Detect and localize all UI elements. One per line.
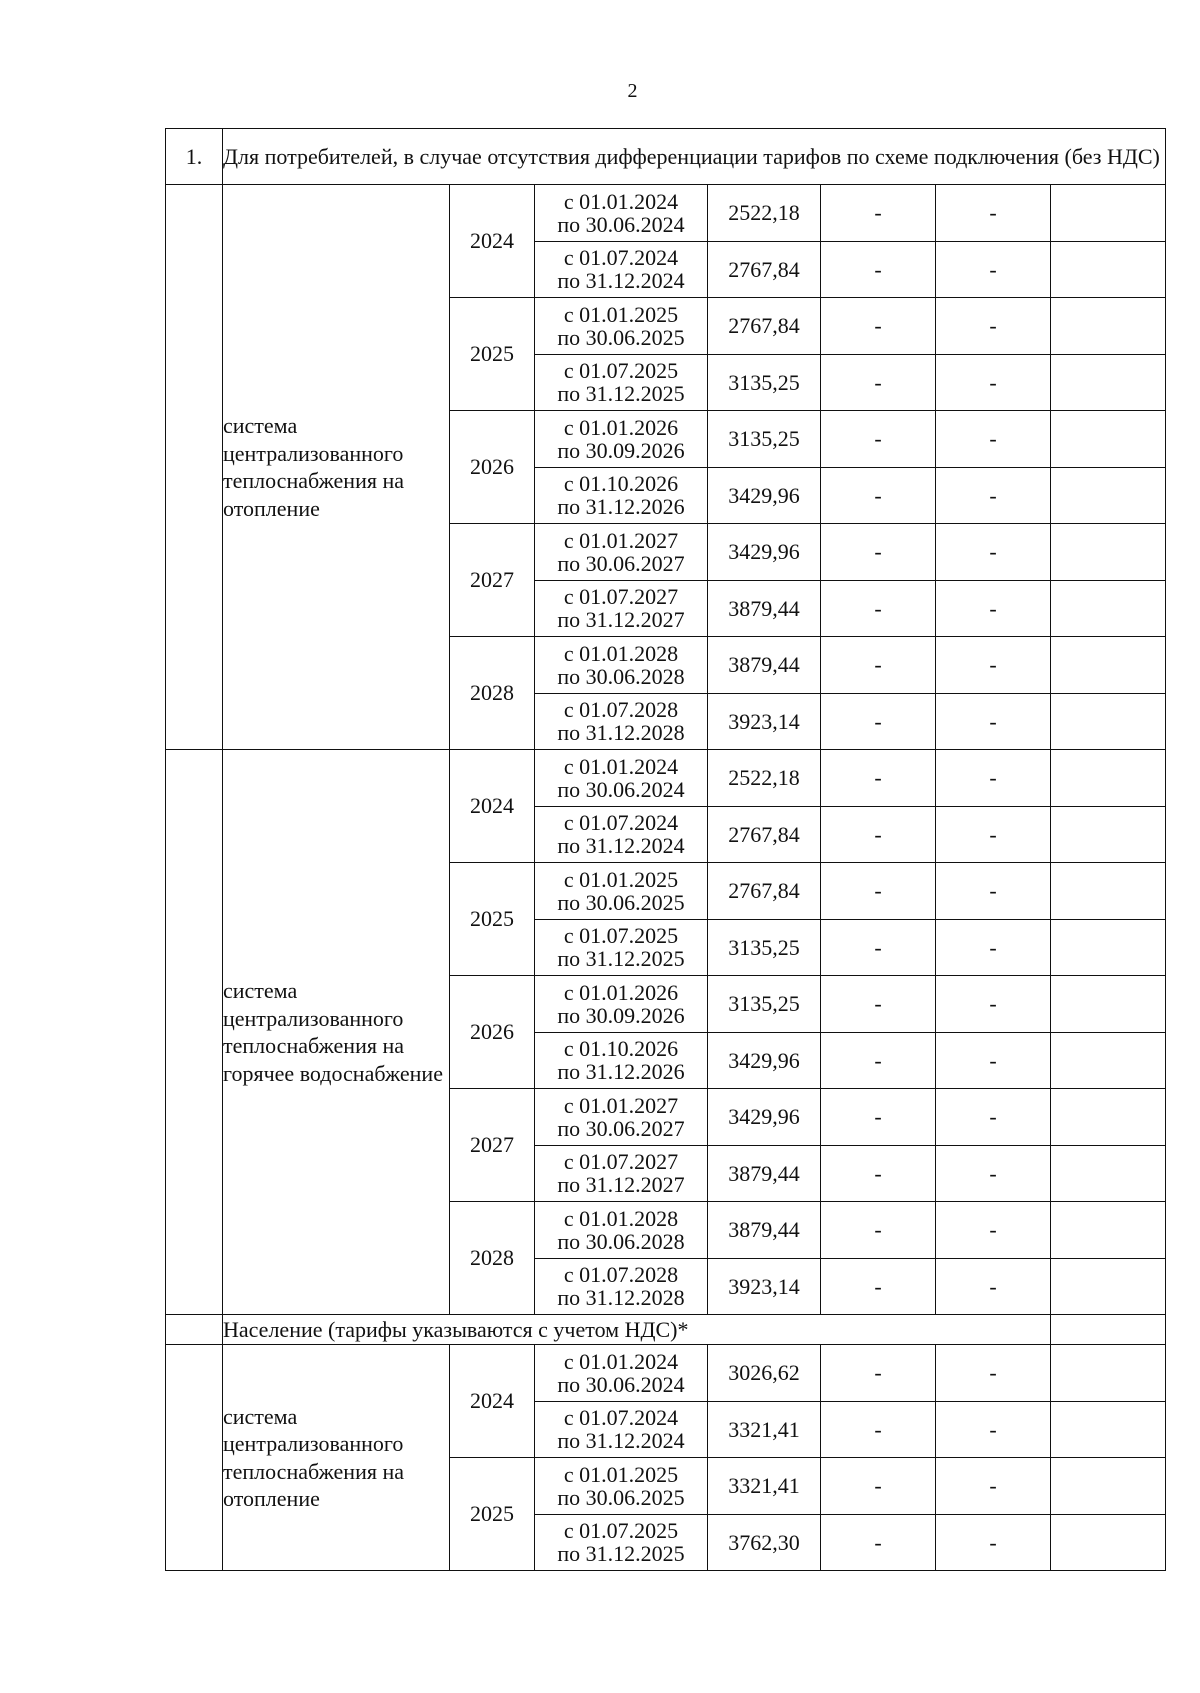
period-from: с 01.01.2027 (563, 527, 679, 553)
dash-cell: - (821, 1145, 936, 1202)
dash-cell: - (821, 467, 936, 524)
dash-cell: - (936, 524, 1051, 581)
period-cell (535, 411, 708, 468)
year-cell: 2025 (450, 1458, 535, 1571)
period-from: с 01.01.2025 (563, 866, 679, 892)
dash-cell: - (821, 524, 936, 581)
period-from: с 01.07.2028 (563, 697, 679, 723)
empty-cell (1051, 1458, 1166, 1515)
dash-cell: - (821, 750, 936, 807)
period-from: с 01.07.2024 (563, 245, 679, 271)
period-from: с 01.01.2028 (563, 1205, 679, 1231)
period-to: по 30.06.2024 (557, 1371, 685, 1397)
row-number-cell (166, 750, 223, 1315)
period-cell (535, 1458, 708, 1515)
period-to: по 30.06.2024 (557, 211, 685, 237)
period-cell (535, 806, 708, 863)
period-from: с 01.07.2025 (563, 923, 679, 949)
empty-cell (1051, 524, 1166, 581)
dash-cell: - (821, 637, 936, 694)
year-cell: 2027 (450, 1089, 535, 1202)
period-from: с 01.07.2025 (563, 1518, 679, 1544)
period-from: с 01.07.2024 (563, 810, 679, 836)
population-header-row (166, 1315, 1166, 1345)
period-from: с 01.01.2026 (563, 414, 679, 440)
dash-cell: - (821, 1202, 936, 1259)
empty-cell (1051, 806, 1166, 863)
period-from: с 01.10.2026 (563, 1036, 679, 1062)
year-cell: 2025 (450, 298, 535, 411)
dash-cell: - (936, 806, 1051, 863)
tariff-value: 3321,41 (708, 1401, 821, 1458)
tariff-value: 3429,96 (708, 467, 821, 524)
dash-cell: - (936, 863, 1051, 920)
period-cell (535, 580, 708, 637)
period-from: с 01.07.2027 (563, 584, 679, 610)
dash-cell: - (936, 411, 1051, 468)
period-to: по 30.06.2027 (557, 1115, 685, 1141)
empty-cell (1051, 298, 1166, 355)
dash-cell: - (821, 1089, 936, 1146)
dash-cell: - (821, 185, 936, 242)
period-to: по 30.06.2027 (557, 550, 685, 576)
table-row (166, 1345, 1166, 1402)
row-number-cell (166, 1315, 223, 1345)
dash-cell: - (821, 1032, 936, 1089)
dash-cell: - (936, 185, 1051, 242)
period-cell (535, 976, 708, 1033)
empty-cell (1051, 354, 1166, 411)
dash-cell: - (821, 863, 936, 920)
empty-cell (1051, 919, 1166, 976)
period-to: по 31.12.2025 (557, 381, 685, 407)
period-cell (535, 750, 708, 807)
dash-cell: - (936, 1401, 1051, 1458)
tariff-value: 3762,30 (708, 1514, 821, 1571)
period-cell (535, 298, 708, 355)
dash-cell: - (821, 1401, 936, 1458)
year-cell: 2027 (450, 524, 535, 637)
dash-cell: - (936, 467, 1051, 524)
period-cell (535, 1345, 708, 1402)
system-name: система централизованного теплоснабжения на горячее водоснабжение (223, 750, 450, 1315)
dash-cell: - (936, 637, 1051, 694)
dash-cell: - (936, 1202, 1051, 1259)
dash-cell: - (936, 1145, 1051, 1202)
dash-cell: - (821, 298, 936, 355)
page-number: 2 (627, 80, 638, 102)
period-from: с 01.01.2025 (563, 301, 679, 327)
tariff-value: 3026,62 (708, 1345, 821, 1402)
period-from: с 01.01.2024 (563, 188, 679, 214)
period-cell (535, 919, 708, 976)
tariff-value: 3879,44 (708, 637, 821, 694)
empty-cell (1051, 1345, 1166, 1402)
tariff-value: 3135,25 (708, 354, 821, 411)
tariff-value: 2522,18 (708, 185, 821, 242)
period-to: по 31.12.2024 (557, 268, 685, 294)
tariff-value: 3923,14 (708, 1258, 821, 1315)
period-cell (535, 1401, 708, 1458)
period-to: по 31.12.2026 (557, 494, 685, 520)
dash-cell: - (936, 1258, 1051, 1315)
tariff-value: 3429,96 (708, 1032, 821, 1089)
period-to: по 30.06.2028 (557, 663, 685, 689)
empty-cell (1051, 1514, 1166, 1571)
dash-cell: - (821, 976, 936, 1033)
period-cell (535, 1258, 708, 1315)
dash-cell: - (821, 693, 936, 750)
tariff-value: 2767,84 (708, 863, 821, 920)
period-from: с 01.10.2026 (563, 471, 679, 497)
tariff-value: 3135,25 (708, 411, 821, 468)
period-cell (535, 241, 708, 298)
dash-cell: - (936, 298, 1051, 355)
period-from: с 01.01.2028 (563, 640, 679, 666)
empty-cell (1051, 1089, 1166, 1146)
period-cell (535, 693, 708, 750)
period-cell (535, 1514, 708, 1571)
period-to: по 31.12.2025 (557, 1541, 685, 1567)
dash-cell: - (936, 580, 1051, 637)
dash-cell: - (936, 976, 1051, 1033)
dash-cell: - (821, 241, 936, 298)
empty-cell (1051, 1202, 1166, 1259)
empty-cell (1051, 863, 1166, 920)
period-cell (535, 467, 708, 524)
empty-cell (1051, 976, 1166, 1033)
dash-cell: - (936, 693, 1051, 750)
tariff-value: 2767,84 (708, 806, 821, 863)
tariff-value: 3879,44 (708, 580, 821, 637)
section-number: 1. (166, 129, 223, 185)
period-to: по 30.06.2025 (557, 1484, 685, 1510)
dash-cell: - (821, 1514, 936, 1571)
empty-cell (1051, 1145, 1166, 1202)
empty-cell (1051, 1401, 1166, 1458)
section-title: Для потребителей, в случае отсутствия дифференциации тарифов по схеме подключения (без НДС) (223, 129, 1166, 185)
empty-cell (1051, 1032, 1166, 1089)
period-from: с 01.01.2024 (563, 753, 679, 779)
period-from: с 01.07.2025 (563, 358, 679, 384)
period-to: по 30.09.2026 (557, 1002, 685, 1028)
dash-cell: - (821, 354, 936, 411)
dash-cell: - (821, 806, 936, 863)
tariff-value: 3135,25 (708, 976, 821, 1033)
year-cell: 2024 (450, 750, 535, 863)
dash-cell: - (821, 411, 936, 468)
period-cell (535, 1032, 708, 1089)
empty-cell (1051, 580, 1166, 637)
year-cell: 2026 (450, 976, 535, 1089)
tariff-value: 2767,84 (708, 241, 821, 298)
period-from: с 01.07.2027 (563, 1149, 679, 1175)
dash-cell: - (936, 1032, 1051, 1089)
period-to: по 30.06.2025 (557, 889, 685, 915)
system-name: система централизованного теплоснабжения на отопление (223, 185, 450, 750)
period-from: с 01.07.2024 (563, 1405, 679, 1431)
year-cell: 2024 (450, 1345, 535, 1458)
period-from: с 01.01.2025 (563, 1461, 679, 1487)
dash-cell: - (936, 1089, 1051, 1146)
empty-cell (1051, 750, 1166, 807)
dash-cell: - (821, 919, 936, 976)
period-cell (535, 185, 708, 242)
year-cell: 2025 (450, 863, 535, 976)
empty-cell (1051, 1258, 1166, 1315)
period-to: по 31.12.2026 (557, 1059, 685, 1085)
period-cell (535, 1145, 708, 1202)
dash-cell: - (821, 1458, 936, 1515)
period-to: по 31.12.2028 (557, 1285, 685, 1311)
period-to: по 30.06.2024 (557, 776, 685, 802)
tariff-table (165, 128, 1166, 1571)
dash-cell: - (821, 1345, 936, 1402)
period-to: по 31.12.2024 (557, 833, 685, 859)
dash-cell: - (936, 919, 1051, 976)
dash-cell: - (821, 580, 936, 637)
tariff-value: 3429,96 (708, 1089, 821, 1146)
period-to: по 31.12.2027 (557, 607, 685, 633)
table-row (166, 750, 1166, 807)
tariff-value: 3321,41 (708, 1458, 821, 1515)
dash-cell: - (936, 750, 1051, 807)
empty-cell (1051, 241, 1166, 298)
period-to: по 31.12.2025 (557, 946, 685, 972)
period-to: по 30.06.2025 (557, 324, 685, 350)
row-number-cell (166, 1345, 223, 1571)
period-to: по 30.06.2028 (557, 1228, 685, 1254)
dash-cell: - (936, 241, 1051, 298)
tariff-value: 3429,96 (708, 524, 821, 581)
period-from: с 01.01.2027 (563, 1092, 679, 1118)
dash-cell: - (936, 1458, 1051, 1515)
period-to: по 31.12.2027 (557, 1172, 685, 1198)
tariff-value: 3879,44 (708, 1145, 821, 1202)
empty-cell (1051, 637, 1166, 694)
period-cell (535, 1089, 708, 1146)
empty-cell (1051, 1315, 1166, 1345)
period-cell (535, 637, 708, 694)
tariff-table-body (166, 129, 1166, 1571)
tariff-value: 3879,44 (708, 1202, 821, 1259)
table-row (166, 185, 1166, 242)
row-number-cell (166, 185, 223, 750)
year-cell: 2024 (450, 185, 535, 298)
period-cell (535, 863, 708, 920)
empty-cell (1051, 693, 1166, 750)
dash-cell: - (821, 1258, 936, 1315)
period-to: по 31.12.2028 (557, 720, 685, 746)
dash-cell: - (936, 1345, 1051, 1402)
dash-cell: - (936, 354, 1051, 411)
empty-cell (1051, 185, 1166, 242)
period-cell (535, 354, 708, 411)
period-from: с 01.01.2024 (563, 1348, 679, 1374)
period-to: по 30.09.2026 (557, 437, 685, 463)
tariff-value: 2522,18 (708, 750, 821, 807)
year-cell: 2026 (450, 411, 535, 524)
tariff-value: 3135,25 (708, 919, 821, 976)
period-from: с 01.07.2028 (563, 1262, 679, 1288)
empty-cell (1051, 467, 1166, 524)
tariff-value: 2767,84 (708, 298, 821, 355)
year-cell: 2028 (450, 637, 535, 750)
empty-cell (1051, 411, 1166, 468)
system-name: система централизованного теплоснабжения на отопление (223, 1345, 450, 1571)
section-header-row (166, 129, 1166, 185)
tariff-value: 3923,14 (708, 693, 821, 750)
period-cell (535, 1202, 708, 1259)
period-from: с 01.01.2026 (563, 979, 679, 1005)
period-cell (535, 524, 708, 581)
population-title: Население (тарифы указываются с учетом НДС)* (223, 1315, 1051, 1345)
period-to: по 31.12.2024 (557, 1428, 685, 1454)
year-cell: 2028 (450, 1202, 535, 1315)
dash-cell: - (936, 1514, 1051, 1571)
